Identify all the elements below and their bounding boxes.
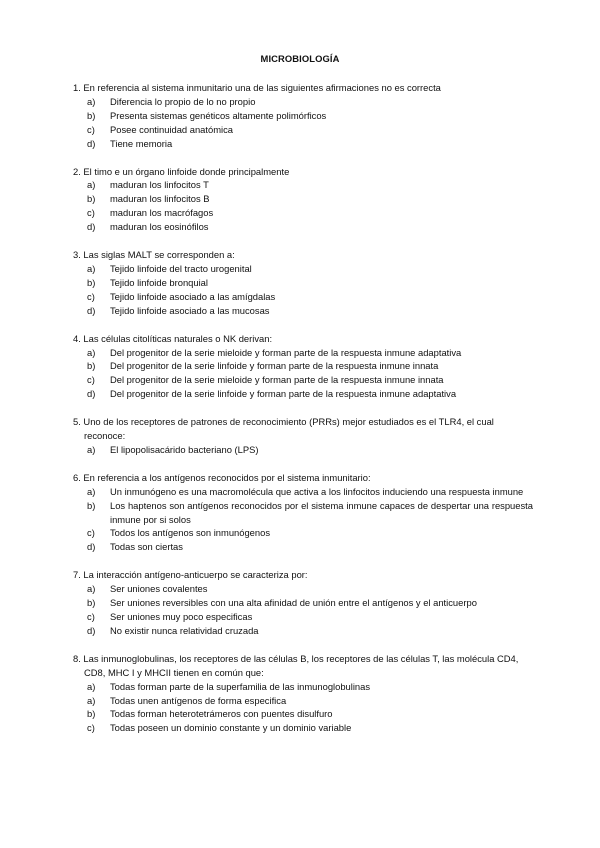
- question-2: [73, 165, 533, 235]
- option-text: Tejido linfoide asociado a las mucosas: [110, 304, 270, 316]
- question-text: 3. Las siglas MALT se corresponden a:: [73, 249, 235, 261]
- option-text: Posee continuidad anatómica: [110, 123, 234, 135]
- answer-option: [87, 624, 533, 638]
- option-text: maduran los macrófagos: [110, 207, 214, 219]
- answer-option: [87, 109, 533, 123]
- option-letter: d): [87, 541, 96, 553]
- option-letter: c): [87, 374, 95, 386]
- question-text: 8. Las inmunoglobulinas, los receptores de las células B, los receptores de las células T, las molécula CD4, CD8, MHC I y MHCII tienen en común que:: [73, 652, 519, 678]
- option-text: Ser uniones muy poco especificas: [110, 611, 253, 622]
- question-text: 7. La interacción antígeno-anticuerpo se caracteriza por:: [73, 569, 308, 581]
- option-letter: a): [87, 680, 96, 692]
- option-letter: a): [87, 179, 96, 191]
- option-letter: c): [87, 123, 95, 135]
- option-letter: a): [87, 346, 96, 358]
- answer-options: [73, 443, 533, 457]
- answer-option: [87, 694, 533, 708]
- answer-option: [87, 178, 533, 192]
- question-8: [73, 652, 533, 735]
- option-letter: d): [87, 221, 96, 233]
- option-text: Presenta sistemas genéticos altamente polimórficos: [110, 109, 327, 121]
- option-text: El lipopolisacárido bacteriano (LPS): [110, 443, 259, 455]
- question-text: 2. El timo e un órgano linfoide donde principalmente: [73, 165, 290, 177]
- answer-options: [73, 95, 533, 151]
- option-text: Del progenitor de la serie mieloide y forman parte de la respuesta inmune innata: [110, 374, 444, 386]
- answer-option: [87, 192, 533, 206]
- answer-options: [73, 582, 533, 638]
- option-letter: a): [87, 262, 96, 274]
- option-letter: a): [87, 95, 96, 107]
- answer-option: [87, 206, 533, 220]
- option-letter: a): [87, 694, 96, 706]
- answer-option: [87, 373, 533, 387]
- option-letter: b): [87, 360, 96, 372]
- option-letter: a): [87, 583, 96, 595]
- answer-option: [87, 499, 533, 527]
- answer-option: [87, 721, 533, 735]
- question-list: [73, 81, 533, 749]
- option-letter: d): [87, 304, 96, 316]
- option-text: Del progenitor de la serie linfoide y forman parte de la respuesta inmune innata: [110, 360, 439, 372]
- option-text: Tiene memoria: [110, 137, 173, 149]
- option-text: Del progenitor de la serie linfoide y forman parte de la respuesta inmune adaptativa: [110, 388, 457, 400]
- answer-option: [87, 262, 533, 276]
- option-letter: c): [87, 207, 95, 219]
- option-text: Del progenitor de la serie mieloide y forman parte de la respuesta inmune adaptativa: [110, 346, 462, 358]
- option-text: Tejido linfoide asociado a las amígdalas: [110, 290, 276, 302]
- option-letter: c): [87, 722, 95, 734]
- answer-option: [87, 304, 533, 318]
- answer-options: [73, 178, 533, 234]
- option-text: Todas forman parte de la superfamilia de las inmunoglobulinas: [110, 680, 371, 692]
- answer-option: [87, 526, 533, 540]
- answer-option: [87, 95, 533, 109]
- option-letter: b): [87, 708, 96, 720]
- option-letter: a): [87, 443, 96, 455]
- answer-options: [73, 485, 533, 555]
- answer-option: [87, 346, 533, 360]
- option-letter: d): [87, 137, 96, 149]
- answer-option: [87, 540, 533, 554]
- question-4: [73, 332, 533, 402]
- option-letter: c): [87, 290, 95, 302]
- question-1: [73, 81, 533, 151]
- option-text: maduran los linfocitos T: [110, 179, 209, 191]
- answer-option: [87, 137, 533, 151]
- question-text: 1. En referencia al sistema inmunitario una de las siguientes afirmaciones no es correcta: [73, 82, 441, 93]
- answer-option: [87, 123, 533, 137]
- option-letter: a): [87, 485, 96, 497]
- answer-option: [87, 359, 533, 373]
- option-text: Todas forman heterotetrámeros con puentes disulfuro: [110, 708, 333, 720]
- answer-option: [87, 387, 533, 401]
- option-text: Ser uniones covalentes: [110, 583, 208, 595]
- answer-option: [87, 276, 533, 290]
- answer-options: [73, 680, 533, 736]
- option-text: Un inmunógeno es una macromolécula que activa a los linfocitos induciendo una respuesta inmune: [110, 485, 524, 497]
- answer-option: [87, 680, 533, 694]
- option-letter: b): [87, 193, 96, 205]
- answer-option: [87, 443, 533, 457]
- option-text: Todas son ciertas: [110, 541, 183, 553]
- answer-options: [73, 346, 533, 402]
- option-text: Todas unen antígenos de forma especifica: [110, 694, 287, 706]
- question-5: [73, 415, 533, 457]
- option-text: Los haptenos son antígenos reconocidos por el sistema inmune capaces de despertar una respuesta inmune por si solos: [110, 499, 533, 525]
- answer-option: [87, 485, 533, 499]
- option-text: Ser uniones reversibles con una alta afinidad de unión entre el antígenos y el anticuerpo: [110, 597, 477, 609]
- question-text: 6. En referencia a los antígenos reconocidos por el sistema inmunitario:: [73, 471, 371, 483]
- question-text: 4. Las células citolíticas naturales o NK derivan:: [73, 332, 273, 344]
- option-text: Tejido linfoide del tracto urogenital: [110, 262, 252, 274]
- page-title: MICROBIOLOGÍA: [260, 53, 340, 64]
- question-6: [73, 471, 533, 554]
- option-text: maduran los linfocitos B: [110, 193, 210, 205]
- answer-option: [87, 707, 533, 721]
- option-letter: d): [87, 388, 96, 400]
- answer-options: [73, 262, 533, 318]
- question-text: 5. Uno de los receptores de patrones de reconocimiento (PRRs) mejor estudiados es el TLR4, el cual reconoce:: [73, 416, 494, 442]
- option-letter: b): [87, 597, 96, 609]
- option-text: maduran los eosinófilos: [110, 221, 209, 233]
- option-letter: c): [87, 527, 95, 539]
- option-text: Tejido linfoide bronquial: [110, 276, 208, 288]
- option-letter: b): [87, 276, 96, 288]
- option-text: No existir nunca relatividad cruzada: [110, 624, 259, 636]
- question-3: [73, 248, 533, 318]
- option-letter: d): [87, 624, 96, 636]
- answer-option: [87, 290, 533, 304]
- option-text: Diferencia lo propio de lo no propio: [110, 95, 256, 107]
- question-7: [73, 568, 533, 638]
- option-letter: b): [87, 109, 96, 121]
- option-letter: b): [87, 499, 96, 511]
- answer-option: [87, 596, 533, 610]
- answer-option: [87, 220, 533, 234]
- answer-option: [87, 582, 533, 596]
- option-text: Todas poseen un dominio constante y un dominio variable: [110, 722, 352, 734]
- option-letter: c): [87, 611, 95, 622]
- answer-option: [87, 610, 533, 624]
- option-text: Todos los antígenos son inmunógenos: [110, 527, 271, 539]
